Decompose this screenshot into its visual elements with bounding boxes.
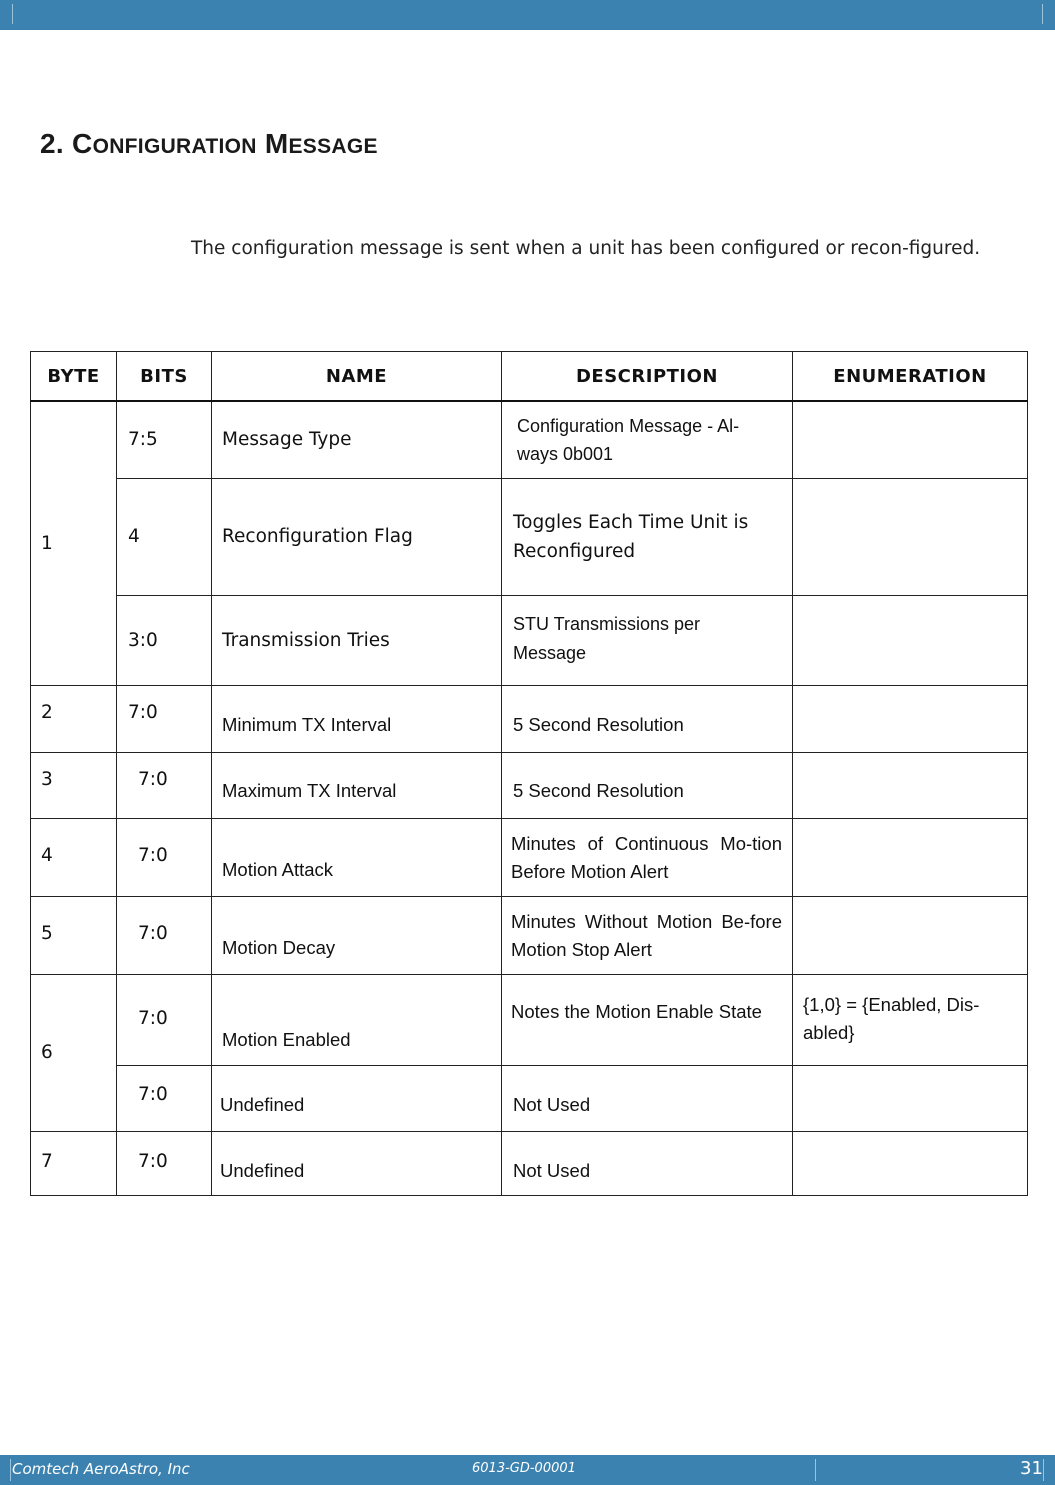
enumeration-cell	[793, 818, 1028, 896]
footer-page-number: 31	[1020, 1458, 1043, 1479]
description-cell: Toggles Each Time Unit is Reconfigured	[502, 478, 793, 595]
name-cell: Motion Enabled	[212, 974, 502, 1065]
description-cell: Not Used	[502, 1131, 793, 1195]
bits-cell: 7:5	[117, 401, 212, 478]
name-cell: Reconfiguration Flag	[212, 478, 502, 595]
byte-cell: 1	[31, 401, 117, 685]
table-row	[31, 595, 1028, 685]
name-cell: Message Type	[212, 401, 502, 478]
table-row	[31, 1131, 1028, 1195]
table-row	[31, 752, 1028, 818]
table-row	[31, 685, 1028, 752]
description-cell: Notes the Motion Enable State	[502, 974, 793, 1065]
byte-cell: 2	[31, 685, 117, 752]
enumeration-cell	[793, 685, 1028, 752]
header-bits: BITS	[117, 352, 212, 402]
description-cell: Minutes Without Motion Be-fore Motion Stop Alert	[502, 896, 793, 974]
bits-cell: 7:0	[117, 896, 212, 974]
name-cell: Minimum TX Interval	[212, 685, 502, 752]
bits-cell: 7:0	[117, 818, 212, 896]
name-cell: Undefined	[212, 1065, 502, 1131]
byte-cell: 3	[31, 752, 117, 818]
description-cell: 5 Second Resolution	[502, 685, 793, 752]
byte-cell: 6	[31, 974, 117, 1131]
header-byte: BYTE	[31, 352, 117, 402]
bits-cell: 3:0	[117, 595, 212, 685]
header-bar	[0, 0, 1055, 30]
byte-cell: 4	[31, 818, 117, 896]
bits-cell: 7:0	[117, 752, 212, 818]
description-cell: Not Used	[502, 1065, 793, 1131]
name-cell: Motion Decay	[212, 896, 502, 974]
bits-cell: 7:0	[117, 685, 212, 752]
table-row	[31, 1065, 1028, 1131]
footer-bar	[0, 1455, 1055, 1485]
table-row	[31, 401, 1028, 478]
footer-doc-number: 6013-GD-00001	[472, 1461, 576, 1476]
description-cell: 5 Second Resolution	[502, 752, 793, 818]
table-row	[31, 974, 1028, 1065]
description-cell: STU Transmissions per Message	[502, 595, 793, 685]
enumeration-cell	[793, 401, 1028, 478]
byte-cell: 5	[31, 896, 117, 974]
bits-cell: 7:0	[117, 974, 212, 1065]
description-cell: Configuration Message - Al-ways 0b001	[502, 401, 793, 478]
enumeration-cell	[793, 896, 1028, 974]
name-cell: Transmission Tries	[212, 595, 502, 685]
description-cell: Minutes of Continuous Mo-tion Before Motion Alert	[502, 818, 793, 896]
enumeration-cell: {1,0} = {Enabled, Dis-abled}	[793, 974, 1028, 1065]
header-name: NAME	[212, 352, 502, 402]
name-cell: Maximum TX Interval	[212, 752, 502, 818]
bits-cell: 7:0	[117, 1131, 212, 1195]
enumeration-cell	[793, 478, 1028, 595]
enumeration-cell	[793, 595, 1028, 685]
enumeration-cell	[793, 1065, 1028, 1131]
section-title: 2. CONFIGURATION MESSAGE	[40, 128, 378, 159]
byte-cell: 7	[31, 1131, 117, 1195]
bits-cell: 7:0	[117, 1065, 212, 1131]
header-description: DESCRIPTION	[502, 352, 793, 402]
header-enumeration: ENUMERATION	[793, 352, 1028, 402]
table-row	[31, 818, 1028, 896]
intro-paragraph: The configuration message is sent when a unit has been configured or recon-figured.	[191, 238, 981, 259]
enumeration-cell	[793, 752, 1028, 818]
footer-company: Comtech AeroAstro, Inc	[12, 1460, 190, 1478]
bits-cell: 4	[117, 478, 212, 595]
table-row	[31, 478, 1028, 595]
name-cell: Undefined	[212, 1131, 502, 1195]
name-cell: Motion Attack	[212, 818, 502, 896]
table-header-row	[31, 352, 1028, 402]
enumeration-cell	[793, 1131, 1028, 1195]
table-row	[31, 896, 1028, 974]
configuration-table	[30, 351, 1028, 1196]
